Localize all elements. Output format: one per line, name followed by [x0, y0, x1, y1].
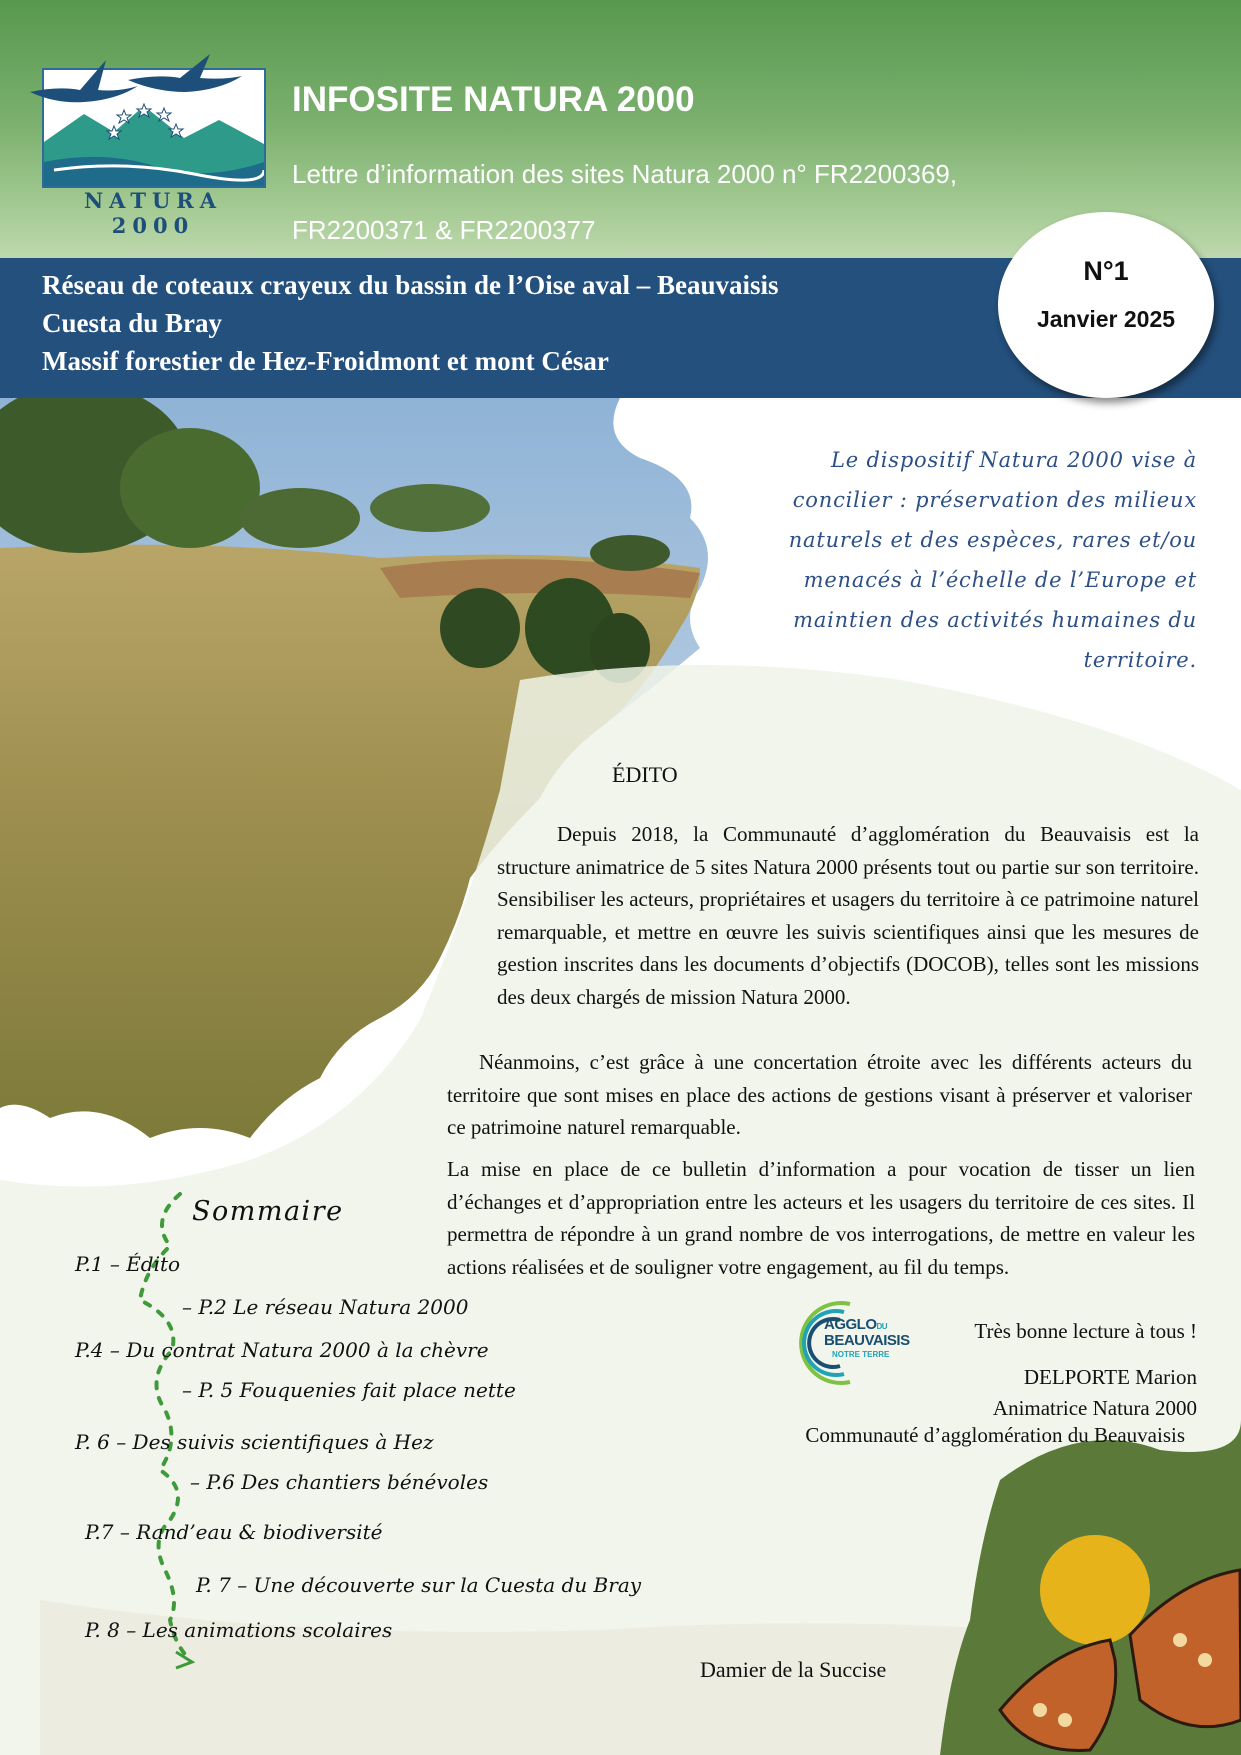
site-name-1: Réseau de coteaux crayeux du bassin de l’Oise aval – Beauvaisis	[42, 270, 779, 300]
cranes-icon	[28, 50, 248, 110]
photo-caption: Damier de la Succise	[700, 1657, 887, 1682]
page-subtitle	[292, 146, 1112, 258]
agglo-beauvaisis-logo	[784, 1298, 934, 1388]
author-role: Animatrice Natura 2000	[992, 1396, 1197, 1420]
site-name-2: Cuesta du Bray	[42, 308, 223, 338]
agglo-logo-line3: NOTRE TERRE	[832, 1350, 890, 1359]
sommaire-item[interactable]: – P.2 Le réseau Natura 2000	[182, 1295, 469, 1319]
sommaire-item[interactable]: P. 7 – Une découverte sur la Cuesta du Bray	[196, 1573, 642, 1597]
sommaire-item[interactable]: P.4 – Du contrat Natura 2000 à la chèvre	[75, 1338, 489, 1362]
logo-caption: NATURA 2000	[83, 188, 223, 238]
edito-heading: ÉDITO	[612, 762, 678, 787]
closing-line: Très bonne lecture à tous !	[974, 1319, 1197, 1343]
butterfly-photo	[940, 1420, 1241, 1755]
edito-paragraph-1: Depuis 2018, la Communauté d’agglomération du Beauvaisis est la structure animatrice de 5 sites Natura 2000 présents tout ou partie sur son territoire. Sensibiliser les acteurs, propriétaires et usagers du territoire à ce patrimoine naturel remarquable, et mettre en œuvre les suivis scientifiques ainsi que les mesures de gestion inscrites dans les documents d’objectifs (DOCOB), telles sont les missions des deux chargés de mission Natura 2000.	[497, 822, 1199, 1009]
issue-number: N°1	[1083, 256, 1129, 286]
agglo-logo-line1: AGGLO	[824, 1316, 877, 1333]
sommaire-item[interactable]: P. 8 – Les animations scolaires	[85, 1618, 393, 1642]
subtitle-line-1: Lettre d’information des sites Natura 2000 n° FR2200369,	[292, 159, 958, 189]
intro-quote: Le dispositif Natura 2000 vise à concilier : préservation des milieux naturels et des espèces, rares et/ou menacés à l’échelle de l’Europe et maintien des activités humaines du territoire.	[788, 448, 1197, 672]
edito-paragraph-3: La mise en place de ce bulletin d’information a pour vocation de tisser un lien d’échanges et d’appropriation entre les acteurs et les usagers du territoire de ces sites. Il permettra de répondre à un grand nombre de vos interrogations, de mettre en valeur les actions réalisées et de souligner votre engagement, au fil du temps.	[447, 1157, 1195, 1279]
sommaire-title: Sommaire	[192, 1196, 344, 1227]
site-name-3: Massif forestier de Hez-Froidmont et mont César	[42, 346, 609, 376]
author-name: DELPORTE Marion	[1023, 1365, 1197, 1389]
author-organisation: Communauté d’agglomération du Beauvaisis	[805, 1423, 1185, 1447]
sommaire-item[interactable]: P.7 – Rand’eau & biodiversité	[85, 1520, 383, 1544]
issue-badge	[998, 212, 1214, 398]
edito-paragraph-2: Néanmoins, c’est grâce à une concertation étroite avec les différents acteurs du territoire que sont mises en place des actions de gestions visant à préserver et valoriser ce patrimoine naturel remarquable.	[447, 1050, 1192, 1139]
subtitle-line-2: FR2200371 & FR2200377	[292, 215, 596, 245]
sommaire-item[interactable]: P. 6 – Des suivis scientifiques à Hez	[75, 1430, 434, 1454]
sommaire-item[interactable]: P.1 – Édito	[75, 1252, 181, 1276]
sommaire-item[interactable]: – P. 5 Fouquenies fait place nette	[182, 1378, 516, 1402]
sommaire-item[interactable]: – P.6 Des chantiers bénévoles	[190, 1470, 489, 1494]
agglo-logo-small: DU	[876, 1322, 888, 1331]
agglo-logo-line2: BEAUVAISIS	[824, 1332, 910, 1349]
page-title: INFOSITE NATURA 2000	[292, 80, 695, 119]
issue-date: Janvier 2025	[1036, 306, 1176, 332]
